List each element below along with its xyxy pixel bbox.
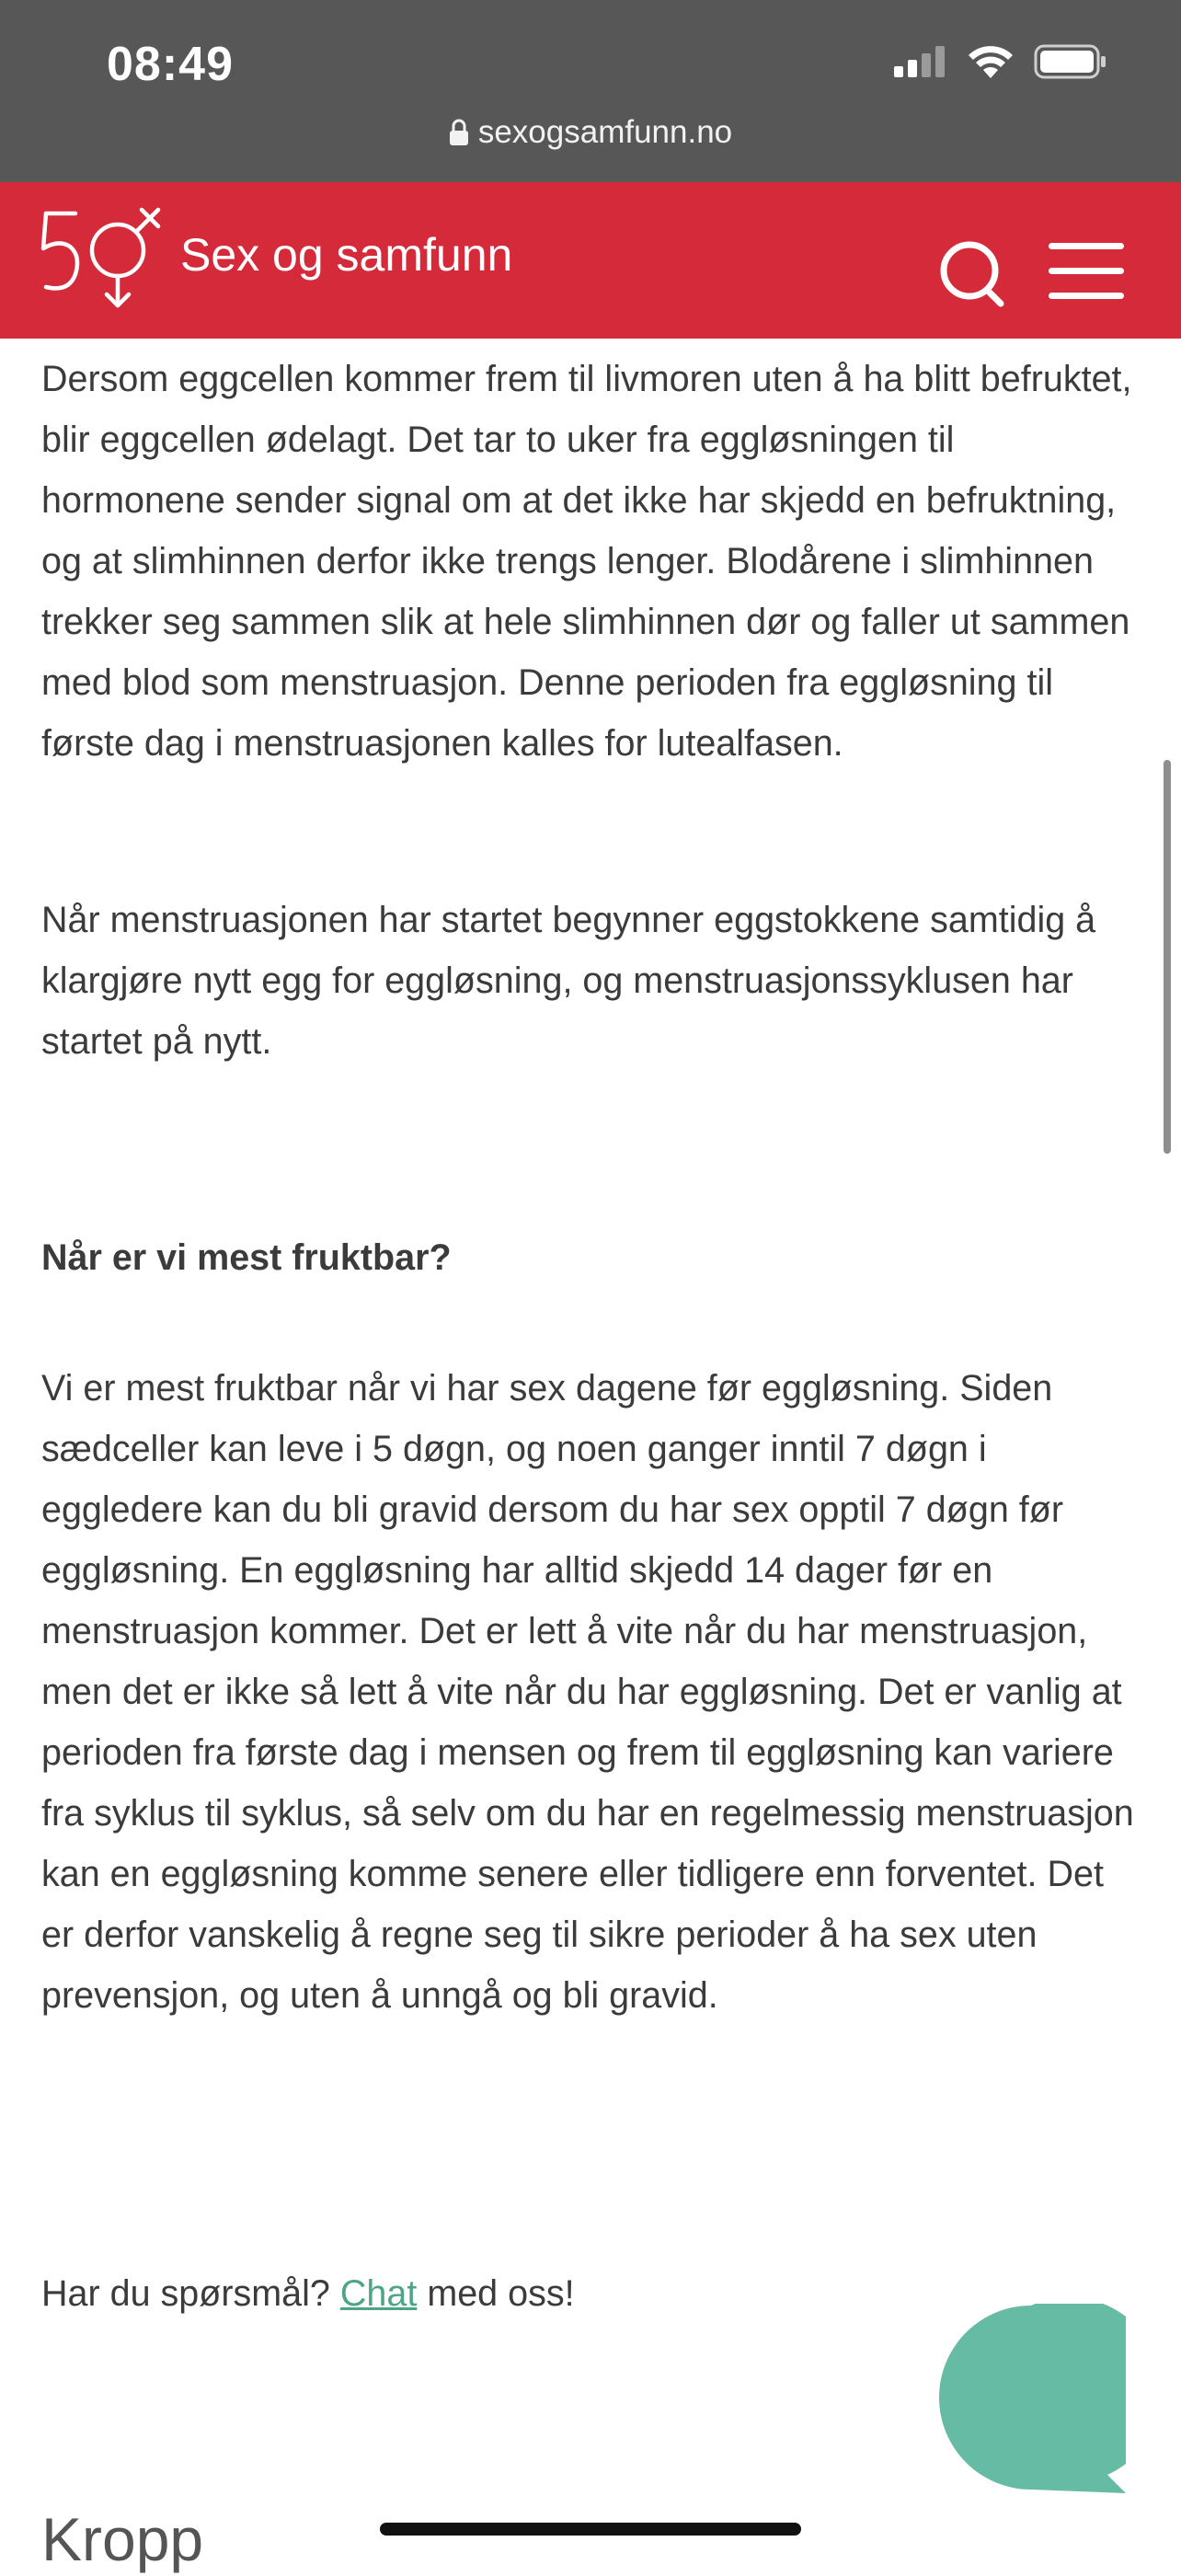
site-name: Sex og samfunn <box>180 229 513 281</box>
status-icons <box>894 44 1107 79</box>
next-section-heading: Kropp <box>41 2505 204 2573</box>
home-indicator[interactable] <box>380 2523 801 2536</box>
menu-icon <box>1045 239 1128 304</box>
address-bar[interactable] <box>0 114 1181 151</box>
chat-prompt-suffix: med oss! <box>427 2273 575 2314</box>
menu-button[interactable] <box>1045 239 1128 304</box>
lock-icon <box>449 119 469 146</box>
section-heading: Når er vi mest fruktbar? <box>41 1237 452 1278</box>
search-icon <box>936 237 1008 309</box>
status-time: 08:49 <box>107 38 234 91</box>
chat-link[interactable]: Chat <box>339 2273 418 2314</box>
url-text: sexogsamfunn.no <box>477 114 733 150</box>
speech-bubble-icon <box>936 2304 1126 2493</box>
logo-50-gender-symbol <box>39 202 167 313</box>
scrollbar[interactable] <box>1164 760 1171 1154</box>
wifi-icon <box>968 45 1014 78</box>
browser-chrome <box>0 0 1181 182</box>
article-paragraph: Når menstruasjonen har startet begynner eggstokkene samtidig å klargjøre nytt egg for eggløsning, og menstruasjonssyklusen har startet på nytt. <box>41 900 1096 1062</box>
search-button[interactable] <box>936 237 1008 309</box>
article-paragraph: Dersom eggcellen kommer frem til livmoren uten å ha blitt befruktet, blir eggcellen ødelagt. Det tar to uker fra eggløsningen til hormonene sender signal om at det ikke har skjedd en befruktning, og at slimhinnen derfor ikke trengs lenger. Blodårene i slimhinnen trekker seg sammen slik at hele slimhinnen dør og faller ut sammen med blod som menstruasjon. Denne perioden fra eggløsning til første dag i menstruasjonen kalles for lutealfasen. <box>41 359 1132 764</box>
chat-bubble-button[interactable] <box>936 2304 1126 2493</box>
battery-icon <box>1034 44 1107 79</box>
site-header <box>0 182 1181 339</box>
chat-prompt-prefix: Har du spørsmål? <box>41 2273 330 2314</box>
site-logo[interactable] <box>39 202 512 313</box>
article-paragraph: Vi er mest fruktbar når vi har sex dagene før eggløsning. Siden sædceller kan leve i 5 døgn, og noen ganger inntil 7 døgn i eggledere kan du bli gravid dersom du har sex opptil 7 døgn før eggløsning. En eggløsning har alltid skjedd 14 dager før en menstruasjon kommer. Det er lett å vite når du har menstruasjon, men det er ikke så lett å vite når du har eggløsning. Det er vanlig at perioden fra første dag i mensen og frem til eggløsning kan variere fra syklus til syklus, så selv om du har en regelmessig menstruasjon kan en eggløsning komme senere eller tidligere enn forventet. Det er derfor vanskelig å regne seg til sikre perioder å ha sex uten prevensjon, og uten å unngå og bli gravid. <box>41 1368 1134 2016</box>
cellular-signal-icon <box>894 46 947 77</box>
